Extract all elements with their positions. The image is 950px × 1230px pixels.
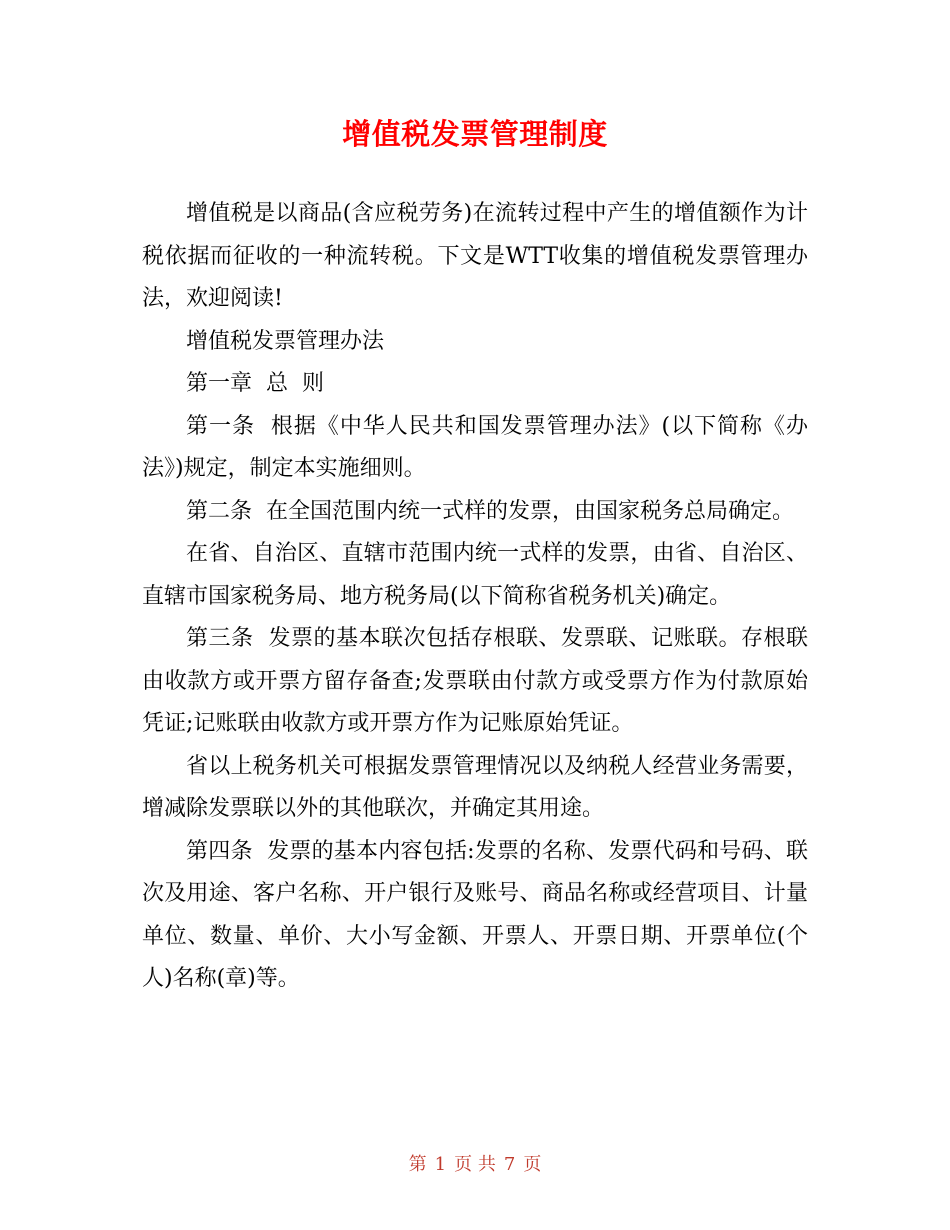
paragraph-heading-method: 增值税发票管理办法 — [186, 328, 385, 354]
paragraph-article-4: 第四条 发票的基本内容包括:发票的名称、发票代码和号码、联次及用途、客户名称、开户银行及账号、商品名称或经营项目、计量单位、数量、单价、大小写金额、开票人、开票日期、开票单位(个人)名称(章)等。 — [142, 838, 808, 991]
paragraph-article-3-cont: 省以上税务机关可根据发票管理情况以及纳税人经营业务需要，增减除发票联以外的其他联次，并确定其用途。 — [142, 753, 808, 821]
paragraph-article-2-cont: 在省、自治区、直辖市范围内统一式样的发票，由省、自治区、直辖市国家税务局、地方税务局(以下简称省税务机关)确定。 — [142, 541, 808, 609]
document-body — [142, 193, 808, 1001]
paragraph-article-3: 第三条 发票的基本联次包括存根联、发票联、记账联。存根联由收款方或开票方留存备查;发票联由付款方或受票方作为付款原始凭证;记账联由收款方或开票方作为记账原始凭证。 — [142, 626, 808, 736]
footer-suffix: 页 — [523, 1154, 542, 1175]
paragraph-article-1: 第一条 根据《中华人民共和国发票管理办法》(以下简称《办法》)规定，制定本实施细则。 — [142, 413, 808, 481]
paragraph-chapter-one: 第一章 总 则 — [186, 371, 324, 396]
paragraph-article-2: 第二条 在全国范围内统一式样的发票，由国家税务总局确定。 — [186, 498, 794, 524]
page-footer — [0, 1151, 950, 1179]
document-title: 增值税发票管理制度 — [342, 117, 608, 151]
paragraph-intro: 增值税是以商品(含应税劳务)在流转过程中产生的增值额作为计税依据而征收的一种流转税。下文是WTT收集的增值税发票管理办法，欢迎阅读! — [142, 201, 808, 311]
footer-mid: 页 共 — [454, 1154, 496, 1175]
footer-prefix: 第 — [408, 1154, 427, 1175]
footer-current-page: 1 — [434, 1154, 447, 1175]
footer-total-pages: 7 — [503, 1154, 516, 1175]
